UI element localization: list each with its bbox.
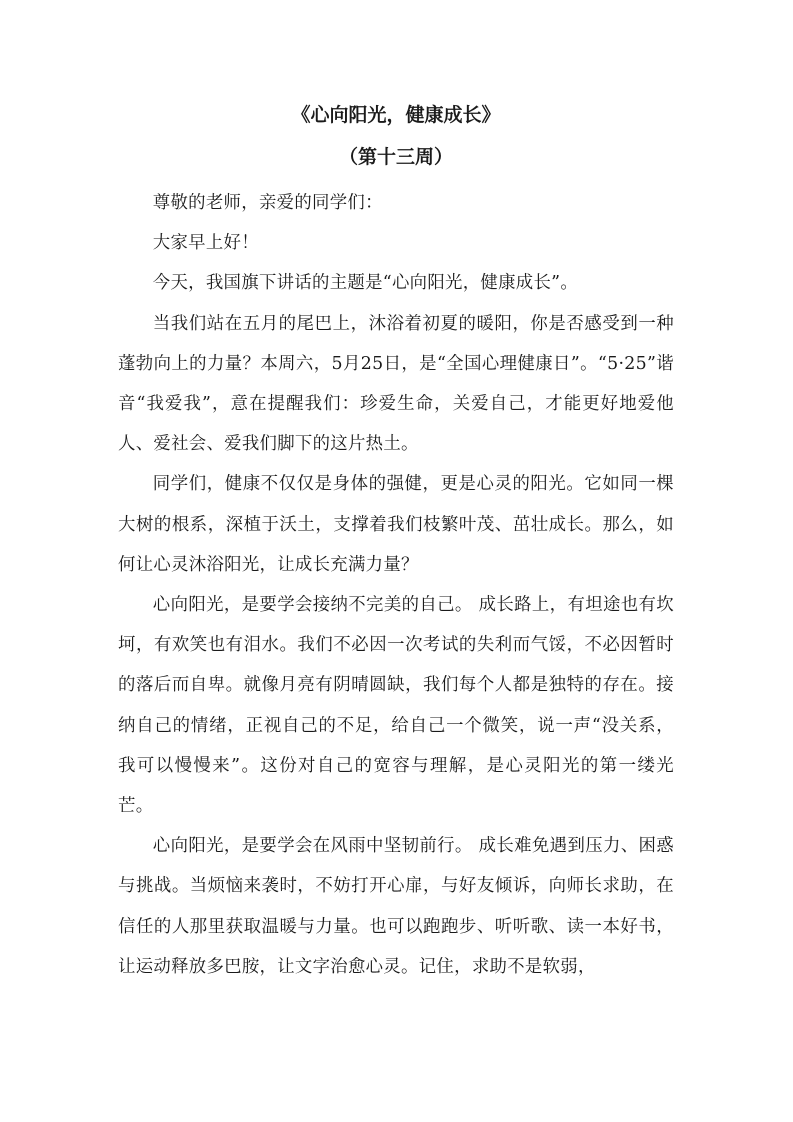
document-page (118, 95, 674, 987)
paragraph-accept-self: 心向阳光，是要学会接纳不完美的自己。 成长路上，有坦途也有坎坷，有欢笑也有泪水。我们不必因一次考试的失利而气馁，不必因暂时的落后而自卑。就像月亮有阴晴圆缺，我们每个人都是独特的存在。接纳自己的情绪，正视自己的不足，给自己一个微笑，说一声“没关系，我可以慢慢来”。这份对自己的宽容与理解，是心灵阳光的第一缕光芒。 (118, 595, 674, 817)
salutation: 尊敬的老师，亲爱的同学们： (152, 193, 383, 213)
paragraph-mental-health-day: 当我们站在五月的尾巴上，沐浴着初夏的暖阳，你是否感受到一种蓬勃向上的力量？本周六，5月25日，是“全国心理健康日”。“5·25”谐音“我爱我”，意在提醒我们：珍爱生命，关爱自己，才能更好地爱他人、爱社会、爱我们脚下的这片热土。 (118, 313, 674, 455)
document-subtitle: （第十三周） (338, 146, 453, 168)
paragraph-health-sunshine: 同学们，健康不仅仅是身体的强健，更是心灵的阳光。它如同一棵大树的根系，深植于沃土，支撑着我们枝繁叶茂、茁壮成长。那么，如何让心灵沐浴阳光，让成长充满力量？ (118, 474, 674, 575)
document-body (118, 183, 674, 987)
greeting: 大家早上好！ (152, 233, 259, 254)
paragraph-resilience: 心向阳光，是要学会在风雨中坚韧前行。 成长难免遇到压力、困惑与挑战。当烦恼来袭时，不妨打开心扉，与好友倾诉，向师长求助，在信任的人那里获取温暖与力量。也可以跑跑步、听听歌、读一本好书，让运动释放多巴胺，让文字治愈心灵。记住，求助不是软弱， (118, 836, 674, 977)
document-title: 《心向阳光，健康成长》 (291, 104, 501, 126)
paragraph-theme: 今天，我国旗下讲话的主题是“心向阳光，健康成长”。 (152, 273, 579, 294)
